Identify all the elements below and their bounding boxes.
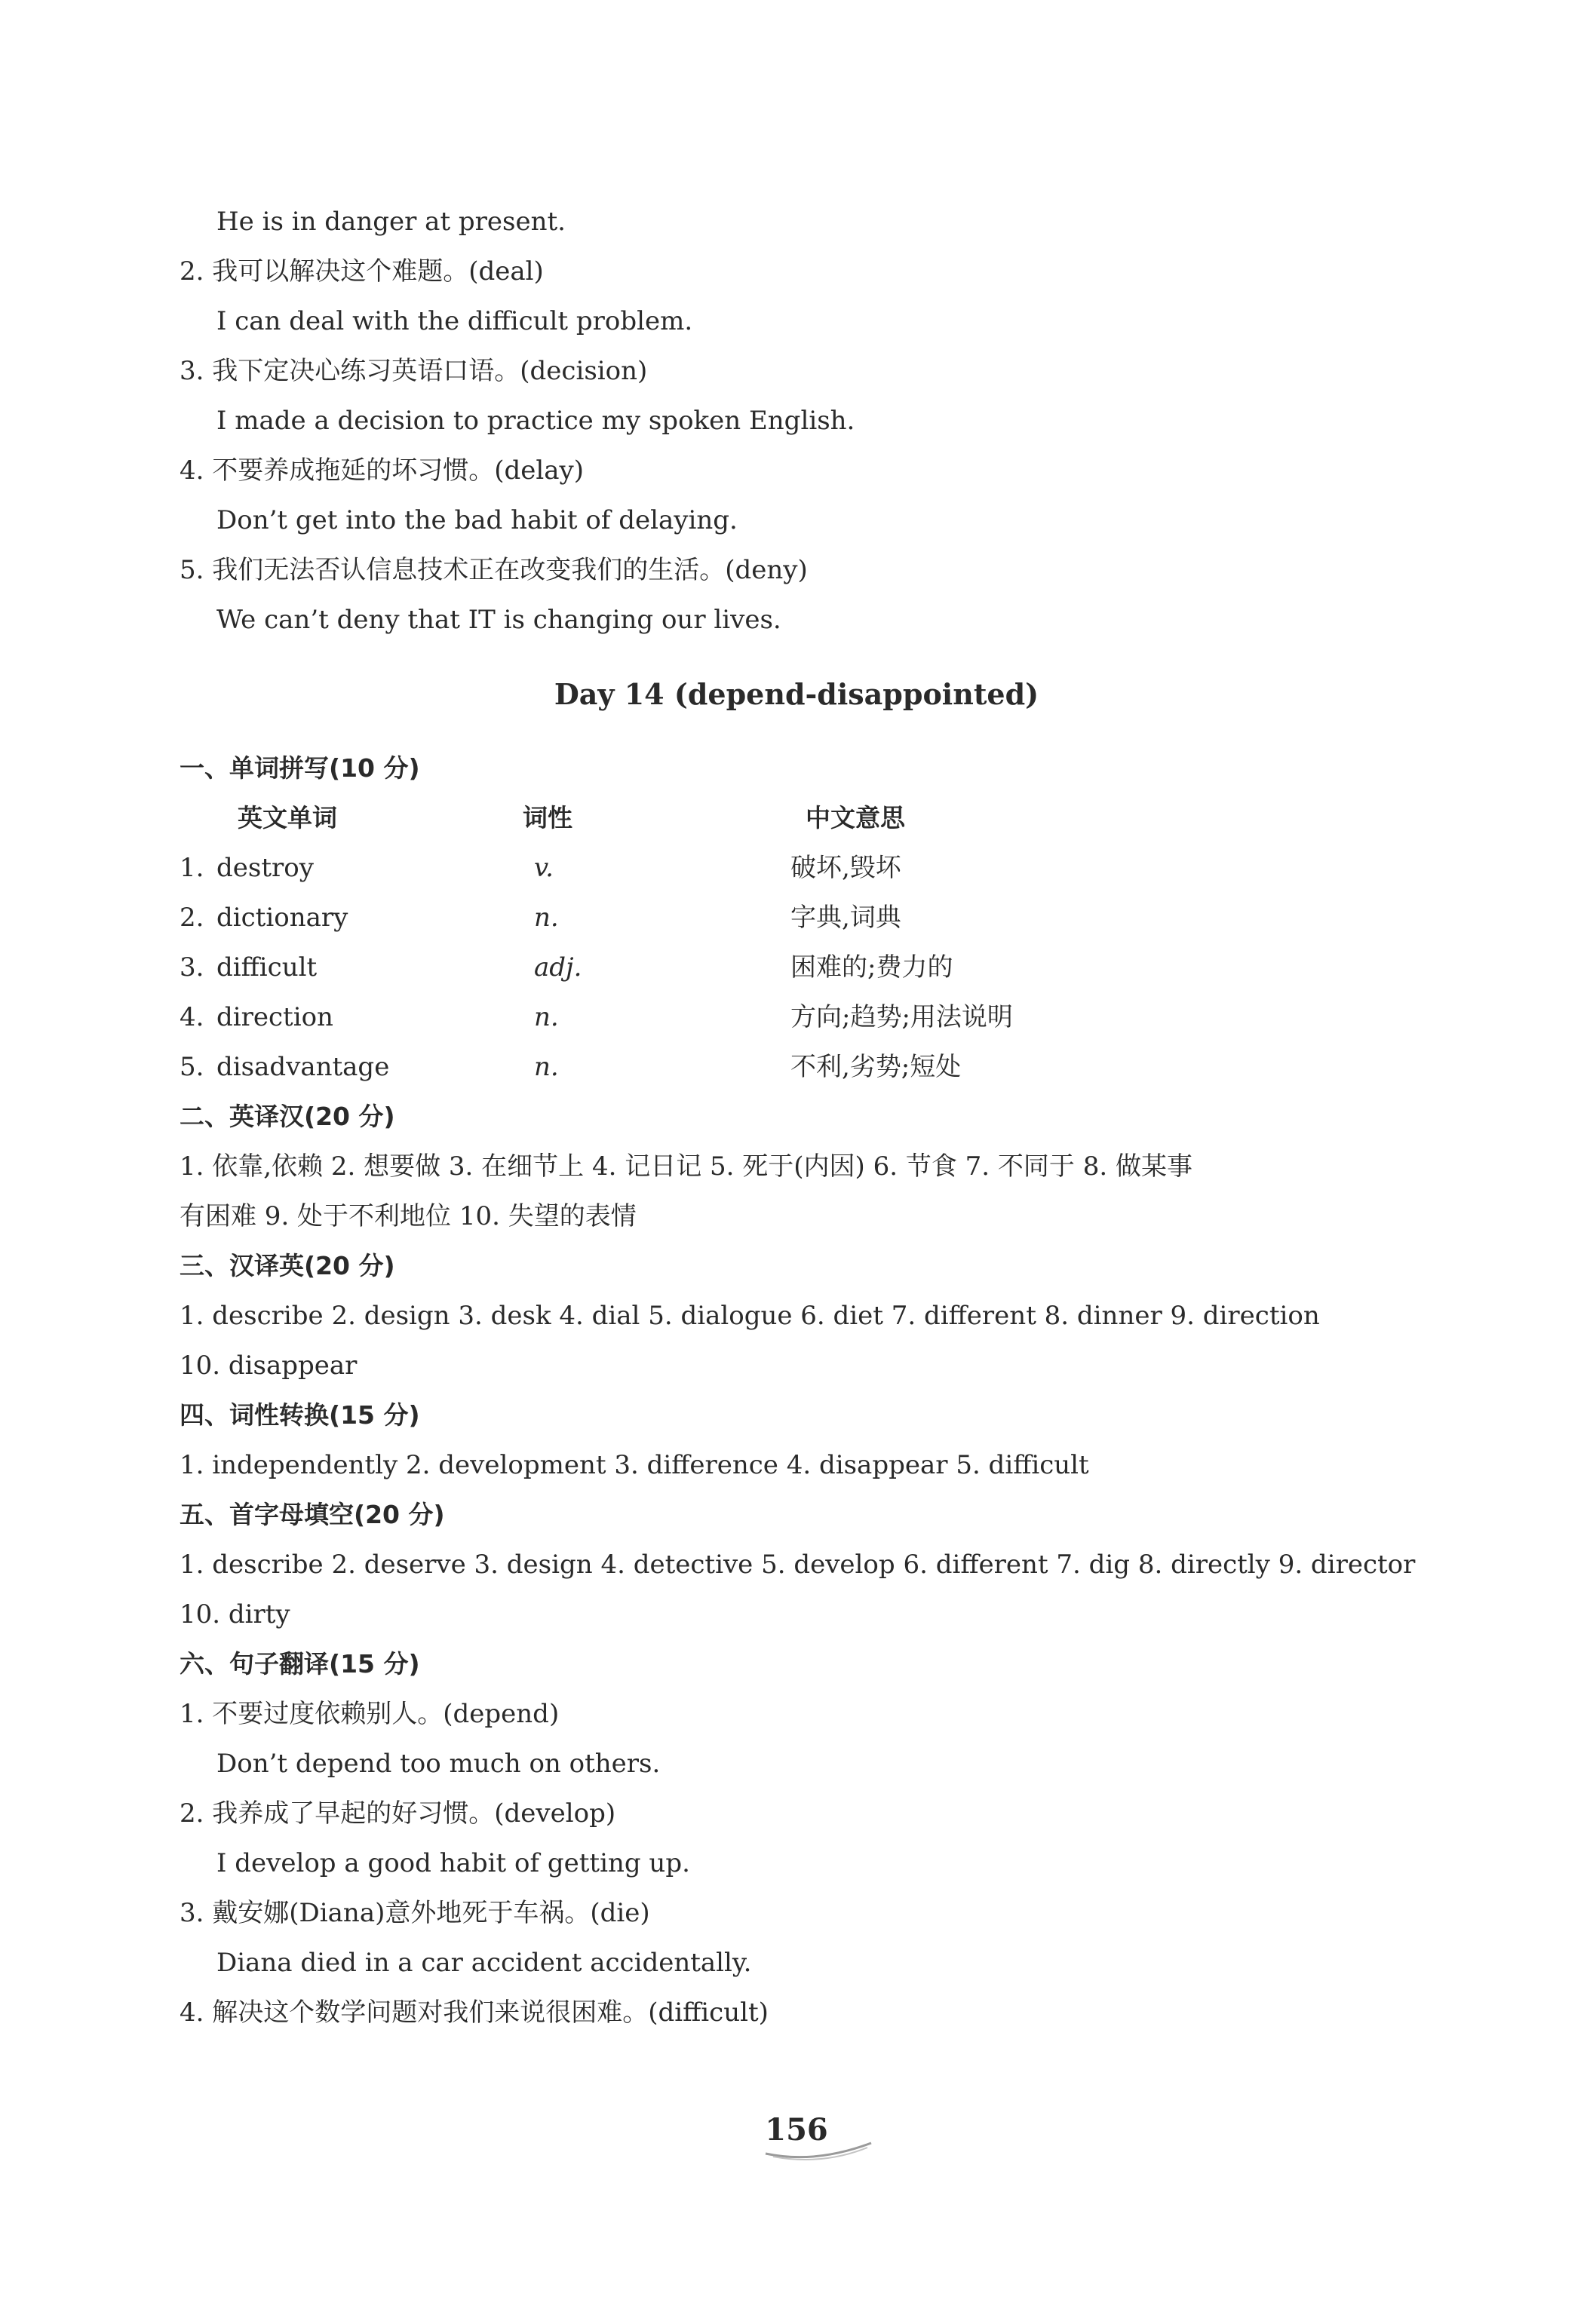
answer-line: 10. dirty <box>180 1599 290 1630</box>
answer-line: 1. independently 2. development 3. difference 4. disappear 5. difficult <box>180 1450 1089 1480</box>
row-number: 3. <box>180 952 204 983</box>
part-of-speech: n. <box>534 1002 559 1032</box>
chinese-meaning: 困难的;费力的 <box>790 952 953 983</box>
question-sentence: 4. 解决这个数学问题对我们来说很困难。(difficult) <box>180 1997 769 2028</box>
answer-sentence: We can’t deny that IT is changing our lives. <box>216 605 781 635</box>
question-sentence: 5. 我们无法否认信息技术正在改变我们的生活。(deny) <box>180 555 808 585</box>
answer-sentence: I made a decision to practice my spoken English. <box>216 406 855 436</box>
answer-line: 有困难 9. 处于不利地位 10. 失望的表情 <box>180 1201 637 1231</box>
column-header-word: 英文单词 <box>238 803 337 832</box>
question-sentence: 2. 我养成了早起的好习惯。(develop) <box>180 1798 616 1829</box>
part-of-speech: n. <box>534 1052 559 1082</box>
answer-sentence: I develop a good habit of getting up. <box>216 1848 690 1878</box>
answer-sentence: Diana died in a car accident accidentally. <box>216 1948 752 1978</box>
answer-sentence: Don’t depend too much on others. <box>216 1749 661 1779</box>
question-sentence: 2. 我可以解决这个难题。(deal) <box>180 256 544 287</box>
vocab-word: destroy <box>216 853 314 883</box>
answer-line: 1. 依靠,依赖 2. 想要做 3. 在细节上 4. 记日记 5. 死于(内因) 6. 节食 7. 不同于 8. 做某事 <box>180 1151 1192 1182</box>
answer-sentence: He is in danger at present. <box>216 207 566 237</box>
chinese-meaning: 方向;趋势;用法说明 <box>790 1002 1013 1032</box>
row-number: 2. <box>180 903 204 933</box>
question-sentence: 3. 我下定决心练习英语口语。(decision) <box>180 356 648 386</box>
section-title: 四、词性转换(15 分) <box>180 1400 420 1430</box>
section-title: 三、汉译英(20 分) <box>180 1251 395 1280</box>
column-header-pos: 词性 <box>523 803 572 832</box>
chinese-meaning: 字典,词典 <box>790 903 901 933</box>
vocab-word: direction <box>216 1002 333 1032</box>
section-title: 五、首字母填空(20 分) <box>180 1500 445 1529</box>
chinese-meaning: 不利,劣势;短处 <box>790 1052 962 1082</box>
row-number: 5. <box>180 1052 204 1082</box>
page-number: 156 <box>765 2112 828 2148</box>
answer-line: 10. disappear <box>180 1351 358 1381</box>
day-title: Day 14 (depend-disappointed) <box>554 677 1039 711</box>
section-title: 六、句子翻译(15 分) <box>180 1649 420 1679</box>
section-title: 一、单词拼写(10 分) <box>180 753 420 783</box>
row-number: 1. <box>180 853 204 883</box>
column-header-meaning: 中文意思 <box>806 803 905 832</box>
vocab-word: difficult <box>216 952 318 983</box>
answer-line: 1. describe 2. deserve 3. design 4. detective 5. develop 6. different 7. dig 8. directly 9. director <box>180 1550 1416 1580</box>
part-of-speech: adj. <box>534 952 582 983</box>
vocab-word: dictionary <box>216 903 348 933</box>
part-of-speech: v. <box>534 853 554 883</box>
chinese-meaning: 破坏,毁坏 <box>790 853 901 883</box>
answer-line: 1. describe 2. design 3. desk 4. dial 5. dialogue 6. diet 7. different 8. dinner 9. direction <box>180 1301 1320 1331</box>
answer-sentence: I can deal with the difficult problem. <box>216 306 693 336</box>
part-of-speech: n. <box>534 903 559 933</box>
answer-sentence: Don’t get into the bad habit of delaying. <box>216 505 738 535</box>
question-sentence: 4. 不要养成拖延的坏习惯。(delay) <box>180 455 585 486</box>
row-number: 4. <box>180 1002 204 1032</box>
vocab-word: disadvantage <box>216 1052 390 1082</box>
question-sentence: 3. 戴安娜(Diana)意外地死于车祸。(die) <box>180 1898 650 1928</box>
section-title: 二、英译汉(20 分) <box>180 1102 395 1131</box>
question-sentence: 1. 不要过度依赖别人。(depend) <box>180 1699 560 1729</box>
